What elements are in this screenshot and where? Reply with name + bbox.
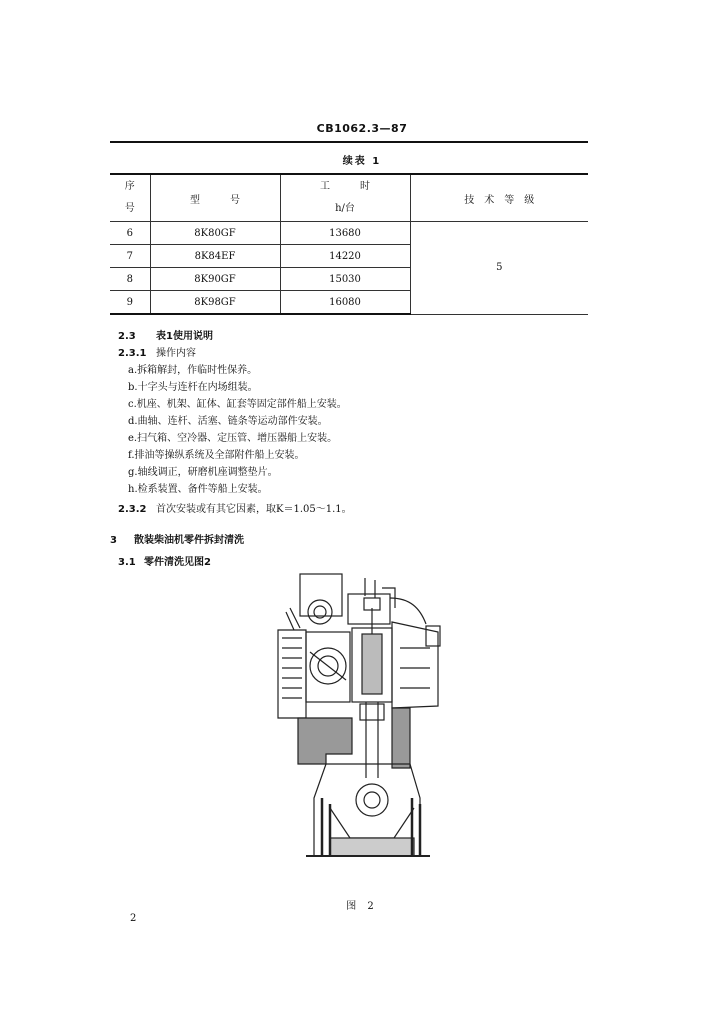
cell-model: 8K84EF — [150, 245, 280, 268]
cell-seq: 8 — [110, 268, 150, 291]
cell-model: 8K90GF — [150, 268, 280, 291]
figure-caption: 图 2 — [346, 901, 378, 912]
section-number: 2.3.1 — [118, 348, 147, 359]
list-item: e.扫气箱、空冷器、定压管、增压器船上安装。 — [128, 433, 338, 444]
header-seq-top: 序 — [124, 181, 135, 192]
section-number: 2.3.2 — [118, 504, 147, 515]
standard-code: CB1062.3—87 — [316, 122, 408, 135]
section-3 — [110, 533, 244, 549]
header-hours — [280, 174, 410, 222]
section-text: 首次安装或有其它因素，取K＝1.05～1.1。 — [156, 504, 352, 515]
section-title: 零件清洗见图2 — [144, 557, 211, 568]
cell-model: 8K98GF — [150, 291, 280, 315]
list-item: a.拆箱解封，作临时性保养。 — [128, 365, 258, 376]
list-item: b.十字头与连杆在内场组装。 — [128, 382, 258, 393]
section-title: 操作内容 — [156, 348, 196, 359]
turbocharger-housing — [300, 574, 342, 616]
cell-seq: 9 — [110, 291, 150, 315]
list-item: g.轴线调正，研磨机座调整垫片。 — [128, 467, 278, 478]
turbocharger-wheel — [308, 600, 332, 624]
engine-cross-section-figure — [270, 568, 460, 868]
frame-right — [392, 708, 410, 768]
header-grade: 技 术 等 级 — [410, 174, 588, 222]
table-header-row — [110, 174, 588, 222]
cell-grade: 5 — [410, 222, 588, 315]
header-model: 型 号 — [150, 174, 280, 222]
cell-hours: 16080 — [280, 291, 410, 315]
list-item: c.机座、机架、缸体、缸套等固定部件船上安装。 — [128, 399, 347, 410]
cell-seq: 7 — [110, 245, 150, 268]
header-rule — [110, 141, 588, 143]
spec-table — [110, 173, 588, 315]
section-number: 2.3 — [118, 331, 136, 342]
header-hours-top: 工 时 — [320, 181, 370, 192]
air-cooler — [278, 630, 306, 718]
cell-seq: 6 — [110, 222, 150, 245]
table-title: 续表 1 — [342, 156, 382, 167]
page-number: 2 — [130, 913, 137, 924]
section-number: 3.1 — [118, 557, 136, 568]
scavenge-receiver — [306, 632, 350, 702]
cell-model: 8K80GF — [150, 222, 280, 245]
section-2-3 — [118, 329, 213, 345]
list-item: f.排油等操纵系统及全部附件船上安装。 — [128, 450, 305, 461]
crankshaft — [356, 784, 388, 816]
header-seq — [110, 174, 150, 222]
frame-left — [298, 718, 352, 764]
section-3-1 — [118, 555, 211, 571]
piston — [362, 634, 382, 694]
cell-hours: 14220 — [280, 245, 410, 268]
cell-hours: 15030 — [280, 268, 410, 291]
right-casing — [392, 622, 438, 708]
connecting-rod — [366, 702, 378, 778]
section-title: 表1使用说明 — [156, 331, 213, 342]
list-item: d.曲轴、连杆、活塞、链条等运动部件安装。 — [128, 416, 328, 427]
header-seq-bottom: 号 — [124, 203, 135, 214]
section-title: 散装柴油机零件拆封清洗 — [134, 535, 244, 546]
table-row — [110, 222, 588, 245]
section-2-3-2 — [118, 502, 352, 518]
section-number: 3 — [110, 535, 117, 546]
section-2-3-1 — [118, 346, 196, 362]
header-hours-bottom: h/台 — [335, 203, 355, 214]
cell-hours: 13680 — [280, 222, 410, 245]
list-item: h.检系装置、备件等船上安装。 — [128, 484, 268, 495]
